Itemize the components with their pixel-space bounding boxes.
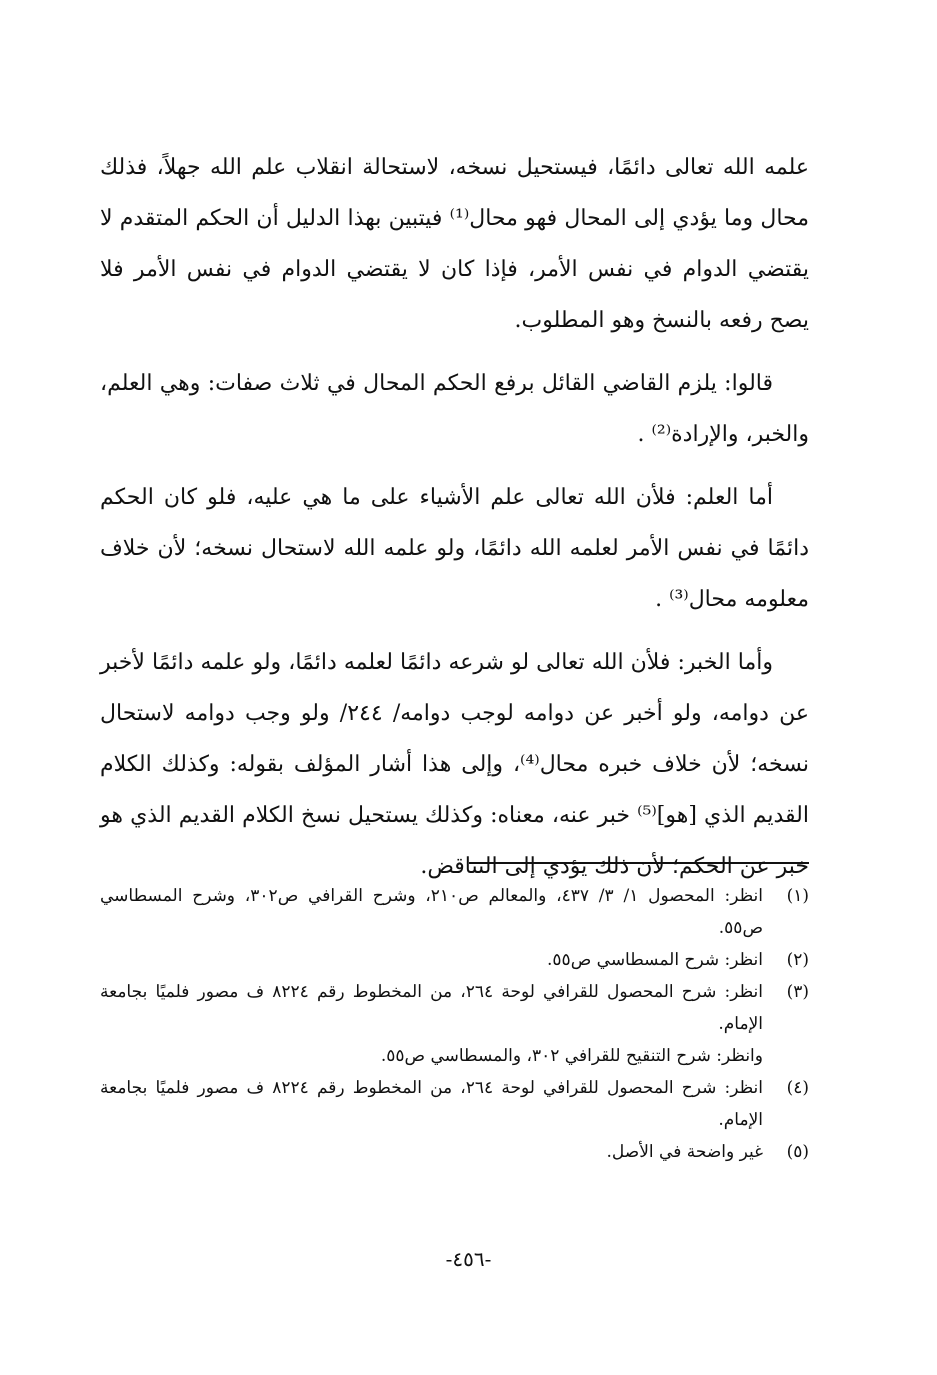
footnote-number: (٢) <box>786 950 809 970</box>
footnote-text: انظر: شرح المحصول للقرافي لوحة ٢٦٤، من المخطوط رقم ٨٢٢٤ ف مصور فلميًا بجامعة الإمام. <box>100 982 764 1034</box>
footnotes <box>100 880 809 1168</box>
paragraph-2: قالوا: يلزم القاضي القائل برفع الحكم المحال في ثلاث صفات: وهي العلم، والخبر، والإرادة⁽²⁾ . <box>100 371 809 447</box>
footnote-number: (٥) <box>786 1142 809 1162</box>
footnote-text: انظر: شرح المحصول للقرافي لوحة ٢٦٤، من المخطوط رقم ٨٢٢٤ ف مصور فلميًا بجامعة الإمام. <box>100 1078 764 1130</box>
footnote-1 <box>100 880 809 944</box>
paragraph-1: علمه الله تعالى دائمًا، فيستحيل نسخه، لاستحالة انقلاب علم الله جهلاً، فذلك محال وما يؤدي إلى المحال فهو محال⁽¹⁾ فيتبين بهذا الدليل أن الحكم المتقدم لا يقتضي الدوام في نفس الأمر، فإذا كان لا يقتضي الدوام في نفس الأمر فلا يصح رفعه بالنسخ وهو المطلوب. <box>100 155 810 333</box>
main-text <box>100 142 809 904</box>
paragraph-4: وأما الخبر: فلأن الله تعالى لو شرعه دائمًا لعلمه دائمًا، ولو علمه دائمًا لأخبر عن دوامه، ولو أخبر عن دوامه لوجب دوامه/ ٢٤٤/ ولو وجب دوامه لاستحال نسخه؛ لأن خلاف خبره محال⁽⁴⁾، وإلى هذا أشار المؤلف بقوله: وكذلك الكلام القديم الذي [هو]⁽⁵⁾ خبر عنه، معناه: وكذلك يستحيل نسخ الكلام القديم الذي هو خبر عن الحكم؛ لأن ذلك يؤدي إلى التناقض. <box>100 650 809 879</box>
footnote-text: انظر: المحصول ١/ ٣/ ٤٣٧، والمعالم ص٢١٠، وشرح القرافي ص٣٠٢، وشرح المسطاسي ص٥٥. <box>100 886 763 938</box>
footnote-number: (٤) <box>786 1078 809 1098</box>
footnote-4 <box>100 1072 809 1136</box>
footnote-5 <box>100 1136 809 1168</box>
paragraph-3: أما العلم: فلأن الله تعالى علم الأشياء على ما هي عليه، فلو كان الحكم دائمًا في نفس الأمر لعلمه الله دائمًا، ولو علمه الله لاستحال نسخه؛ لأن خلاف معلومه محال⁽³⁾ . <box>100 485 809 612</box>
footnote-divider <box>469 862 809 864</box>
footnote-text: غير واضحة في الأصل. <box>606 1142 763 1162</box>
footnote-2 <box>100 944 809 976</box>
page-number: -٤٥٦- <box>445 1247 492 1271</box>
footnote-number: (٣) <box>786 982 809 1002</box>
footnote-3-continuation: وانظر: شرح التنقيح للقرافي ٣٠٢، والمسطاسي ص٥٥. <box>380 1046 763 1066</box>
footnote-text: انظر: شرح المسطاسي ص٥٥. <box>547 950 763 970</box>
footnote-3 <box>100 976 809 1040</box>
footnote-number: (١) <box>786 886 809 906</box>
